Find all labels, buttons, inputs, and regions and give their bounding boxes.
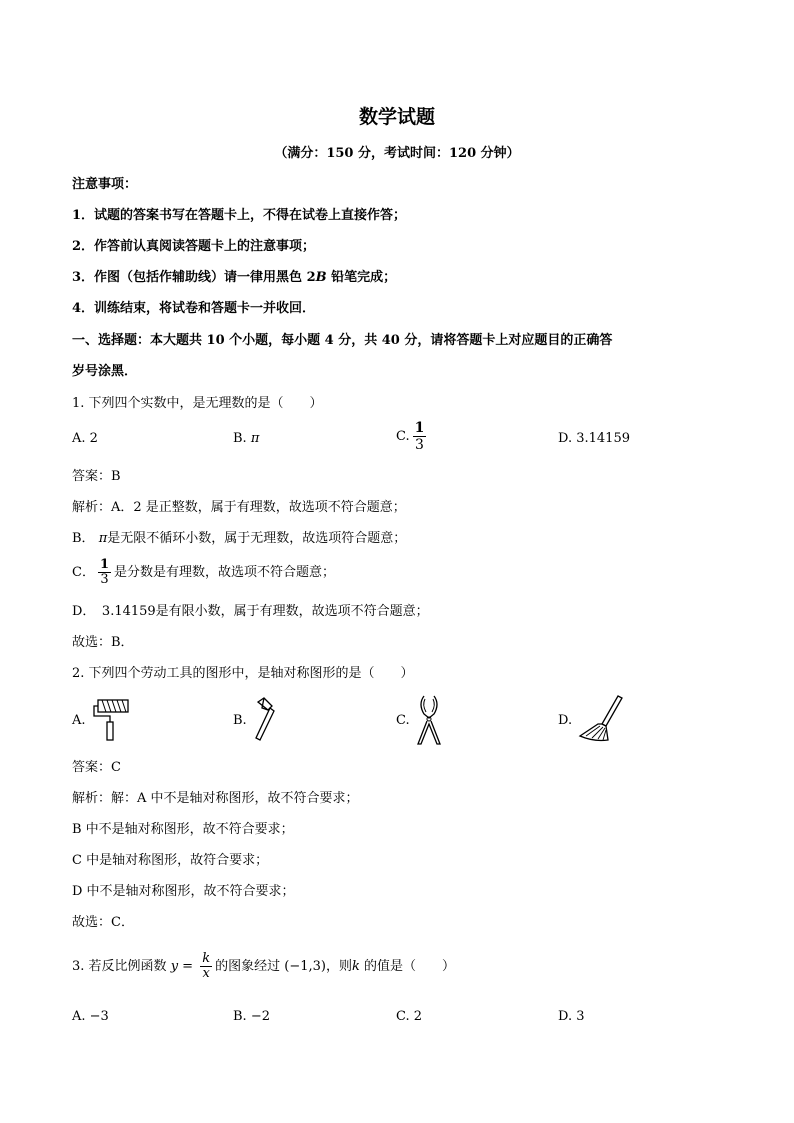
hammer-icon (250, 696, 284, 744)
q1-exp2-tail: 是无限不循环小数，属于无理数，故选项符合题意； (107, 531, 407, 546)
q2-answer: 答案：C (72, 760, 121, 775)
section1-heading-line2: 岁号涂黑． (72, 364, 138, 379)
q1-explanation-3 (72, 558, 335, 587)
q1-explanation-1: 解析：A．2 是正整数，属于有理数，故选项不符合题意； (72, 500, 406, 515)
q3-option-b: B. −2 (233, 1009, 270, 1024)
q3-var-k: k (352, 959, 360, 974)
q1-answer: 答案：B (72, 469, 121, 484)
page-subtitle: （满分：150 分，考试时间：120 分钟） (274, 146, 520, 161)
q2-stem: 2. 下列四个劳动工具的图形中，是轴对称图形的是（ ） (72, 666, 414, 681)
q2-option-b-label: B. (233, 713, 247, 728)
q2-option-a-label: A. (72, 713, 86, 728)
q1-option-c-label: C. (396, 429, 410, 444)
q3-func-eq: = (178, 959, 198, 974)
fraction-numerator: k (202, 951, 211, 966)
q1-exp3-fraction (98, 558, 111, 587)
q1-option-d: D. 3.14159 (558, 431, 630, 446)
q1-option-a: A. 2 (72, 431, 98, 446)
pi-symbol: π (250, 431, 260, 446)
q2-explanation-2: B 中不是轴对称图形，故不符合要求； (72, 822, 294, 837)
q1-stem: 1. 下列四个实数中，是无理数的是（ ） (72, 396, 323, 411)
notice-item-3-tail: 铅笔完成； (326, 270, 397, 285)
notice-heading: 注意事项： (72, 177, 138, 192)
q3-func-fraction (200, 952, 212, 981)
q1-option-c (396, 420, 429, 453)
q1-option-b-label: B. (233, 431, 247, 446)
q3-option-a: A. −3 (72, 1009, 109, 1024)
q3-stem-mid: 的图象经过 (215, 959, 281, 974)
q3-stem-post: 的值是（ ） (359, 959, 456, 974)
notice-item-4: 4．训练结束，将试卷和答题卡一并收回． (72, 301, 316, 316)
q2-choice: 故选：C． (72, 915, 134, 930)
q3-stem-mid2: ，则 (325, 959, 352, 974)
q3-stem (72, 952, 455, 981)
q1-option-c-fraction (413, 420, 427, 453)
page-title: 数学试题 (358, 106, 435, 128)
notice-item-2: 2．作答前认真阅读答题卡上的注意事项； (72, 239, 316, 254)
q3-option-c: C. 2 (396, 1009, 423, 1024)
q1-exp3-label: C． (72, 565, 95, 580)
paint-roller-icon (88, 698, 132, 742)
broom-icon (578, 694, 626, 744)
q3-point: (−1,3) (284, 959, 326, 974)
q2-explanation-3: C 中是轴对称图形，故符合要求； (72, 853, 269, 868)
notice-item-1: 1．试题的答案书写在答题卡上，不得在试卷上直接作答； (72, 208, 407, 223)
q1-exp2-label: B． (72, 531, 95, 546)
fraction-numerator: 1 (99, 557, 109, 572)
q2-explanation-4: D 中不是轴对称图形，故不符合要求； (72, 884, 295, 899)
q3-func-y: y (170, 959, 179, 974)
q3-option-d: D. 3 (558, 1009, 585, 1024)
pliers-icon (412, 694, 446, 746)
q1-explanation-4: D． 3.14159是有限小数，属于有理数，故选项不符合题意； (72, 604, 429, 619)
q1-choice: 故选：B． (72, 635, 134, 650)
fraction-denominator: x (202, 966, 210, 981)
section1-heading-line1: 一、选择题：本大题共 10 个小题，每小题 4 分，共 40 分，请将答题卡上对应题目的正确答 (72, 333, 613, 348)
fraction-denominator: 3 (415, 437, 424, 453)
notice-item-3 (72, 269, 396, 287)
fraction-denominator: 3 (100, 572, 109, 587)
fraction-numerator: 1 (414, 420, 425, 436)
q2-option-c-label: C. (396, 713, 410, 728)
q1-option-b (233, 430, 259, 448)
q3-stem-pre: 3. 若反比例函数 (72, 959, 167, 974)
notice-item-3-var: B (315, 270, 327, 285)
q1-explanation-2 (72, 530, 406, 548)
q1-exp3-tail: 是分数是有理数，故选项不符合题意； (114, 565, 336, 580)
pi-symbol: π (98, 531, 108, 546)
q2-explanation-1: 解析：解：A 中不是轴对称图形，故不符合要求； (72, 791, 359, 806)
q2-option-d-label: D. (558, 713, 573, 728)
notice-item-3-text: 3．作图（包括作辅助线）请一律用黑色 2 (72, 270, 316, 285)
